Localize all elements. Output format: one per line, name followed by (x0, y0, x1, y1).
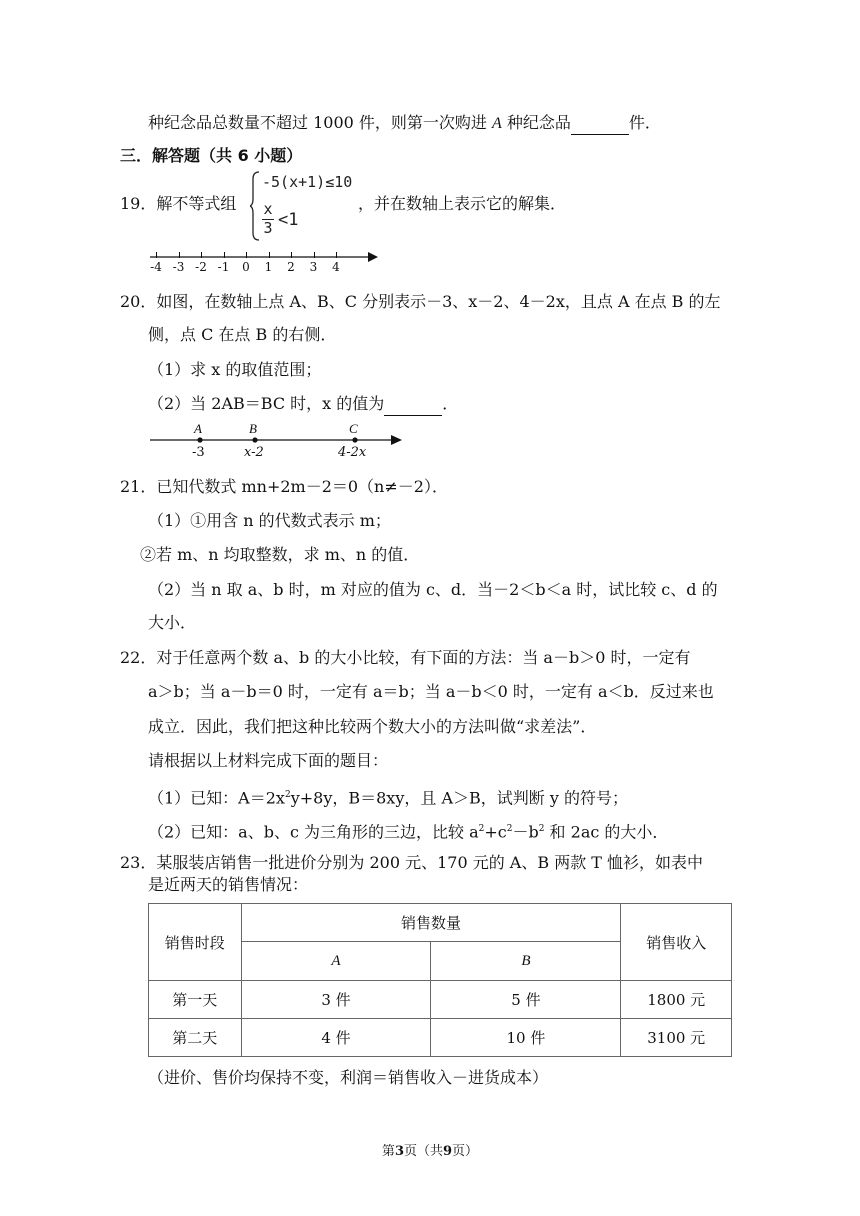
q23-line2: 是近两天的销售情况： (148, 875, 309, 894)
point-b-dot (252, 437, 257, 442)
q22-line4: 请根据以上材料完成下面的题目： (148, 751, 389, 770)
header-quantity: 销售数量 (241, 904, 621, 942)
header-income: 销售收入 (621, 904, 732, 981)
point-b-label: x-2 (244, 445, 264, 460)
point-b-name: B (249, 421, 257, 436)
tick-label: -2 (195, 260, 207, 274)
point-c-label: 4-2x (338, 445, 367, 460)
tick-mark (291, 252, 292, 258)
point-a-name: A (194, 421, 202, 436)
tick-label: 0 (242, 260, 250, 274)
inequality-2-rest: <1 (278, 210, 299, 230)
inequality-2-numerator: x (263, 200, 273, 218)
tick-label: -1 (217, 260, 230, 274)
tick-mark (179, 252, 180, 258)
q23-line1: 23．某服装店销售一批进价分别为 200 元、170 元的 A、B 两款 T 恤衫，如表中 (120, 853, 704, 872)
tick-mark (314, 252, 315, 258)
point-a-label: -3 (192, 445, 205, 460)
page-footer: 第3页（共9页） (381, 1144, 479, 1159)
section-title: 三．解答题（共 6 小题） (120, 146, 303, 165)
cell-period: 第二天 (149, 1019, 242, 1057)
q20-line2: 侧，点 C 在点 B 的右侧． (148, 325, 337, 344)
q21-line1: 21．已知代数式 mn+2m－2＝0（n≠－2）． (120, 477, 448, 496)
cell-b: 10 件 (431, 1019, 621, 1057)
q19-question: 19．解不等式组 (120, 194, 237, 213)
inequality-1: -5(x+1)≤10 (262, 173, 353, 191)
q18-tail-line: 种纪念品总数量不超过 1000 件，则第一次购进 A 种纪念品 件． (148, 112, 661, 135)
tick-mark (246, 252, 247, 258)
arrow-right-icon (368, 252, 378, 262)
q22-line1: 22．对于任意两个数 a、b 的大小比较，有下面的方法：当 a－b＞0 时，一定有 (120, 648, 691, 667)
tick-mark (201, 252, 202, 258)
q19-tail: ，并在数轴上表示它的解集． (358, 194, 567, 213)
tick-label: 3 (309, 260, 318, 274)
table-row (149, 981, 732, 1019)
q22-line2: a＞b；当 a－b＝0 时，一定有 a＝b；当 a－b＜0 时，一定有 a＜b．反过来也 (148, 682, 714, 701)
q19-number-line (148, 248, 384, 276)
q21-part1: （1）①用含 n 的代数式表示 m； (148, 511, 391, 530)
header-b: B (431, 942, 621, 981)
q22-part1: （1）已知：$A=2x^2y+8y$，B＝8xy，且 A＞B，试判断 y 的符号； (148, 788, 628, 808)
tick-mark (224, 252, 225, 258)
q18-answer-blank[interactable] (571, 112, 629, 135)
header-a: A (241, 942, 431, 981)
cell-b: 5 件 (431, 981, 621, 1019)
point-a-dot (197, 437, 202, 442)
q21-part1b: ②若 m、n 均取整数，求 m、n 的值． (140, 545, 420, 564)
tick-label: -3 (172, 260, 185, 274)
cell-a: 4 件 (241, 1019, 431, 1057)
tick-label: 1 (264, 260, 273, 274)
left-brace-icon (250, 171, 260, 241)
q20-number-line (148, 422, 408, 466)
q20-line1: 20．如图，在数轴上点 A、B、C 分别表示－3、x－2、4－2x，且点 A 在点 B 的左 (120, 292, 721, 311)
q21-part2b: 大小． (148, 613, 197, 632)
tick-mark (156, 252, 157, 258)
sales-table (148, 903, 732, 1057)
q20-answer-blank[interactable] (384, 393, 442, 416)
arrow-right-icon (391, 435, 402, 445)
tick-mark (336, 252, 337, 258)
q22-part2: （2）已知：a、b、c 为三角形的三边，比较 $a^2+c^2-b^2$ 和 2ac 的大小． (148, 822, 669, 842)
tick-label: 4 (332, 260, 340, 274)
cell-a: 3 件 (241, 981, 431, 1019)
q20-part1: （1）求 x 的取值范围； (148, 360, 322, 379)
q23-note: （进价、售价均保持不变，利润＝销售收入－进货成本） (148, 1068, 549, 1087)
cell-period: 第一天 (149, 981, 242, 1019)
inequality-2-denominator: 3 (263, 219, 273, 237)
cell-income: 1800 元 (621, 981, 732, 1019)
q22-line3: 成立．因此，我们把这种比较两个数大小的方法叫做“求差法”． (148, 717, 597, 736)
cell-income: 3100 元 (621, 1019, 732, 1057)
point-c-name: C (349, 421, 358, 436)
tick-label: -4 (150, 260, 162, 274)
point-c-dot (352, 437, 357, 442)
tick-mark (269, 252, 270, 258)
tick-label: 2 (287, 260, 295, 274)
header-period: 销售时段 (149, 904, 242, 981)
table-row (149, 1019, 732, 1057)
q21-part2: （2）当 n 取 a、b 时，m 对应的值为 c、d．当－2＜b＜a 时，试比较 c、d 的 (148, 580, 718, 599)
q20-part2: （2）当 2AB＝BC 时，x 的值为 ． (148, 393, 458, 416)
